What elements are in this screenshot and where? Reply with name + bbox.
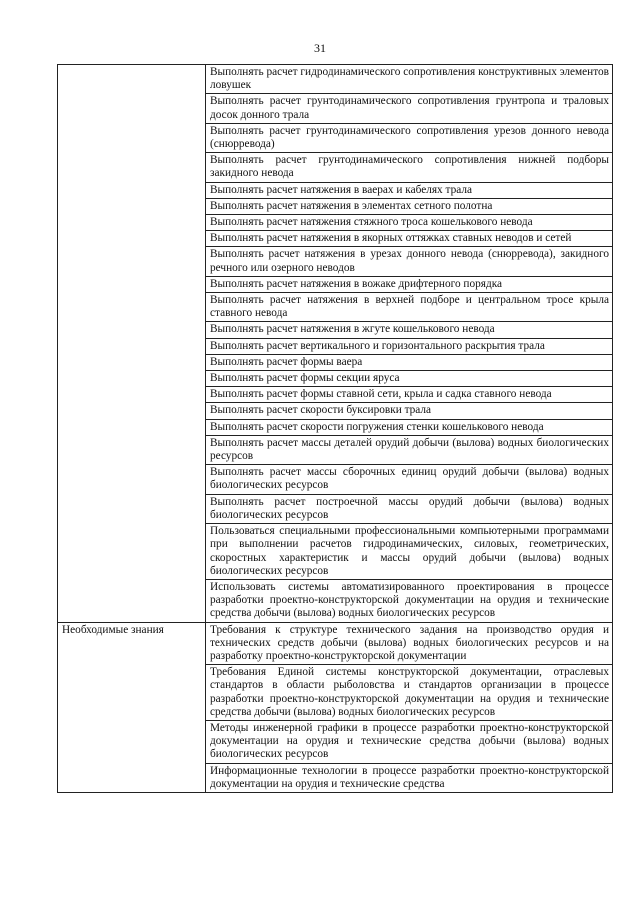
skill-item: Выполнять расчет массы сборочных единиц орудий добычи (вылова) водных биологических ресурсов <box>206 465 613 494</box>
skill-item: Выполнять расчет вертикального и горизонтального раскрытия трала <box>206 338 613 354</box>
skill-item: Выполнять расчет натяжения в элементах сетного полотна <box>206 198 613 214</box>
skill-item: Выполнять расчет формы ставной сети, крыла и садка ставного невода <box>206 387 613 403</box>
skill-item: Выполнять расчет натяжения в жгуте кошелькового невода <box>206 322 613 338</box>
skill-item: Использовать системы автоматизированного проектирования в процессе разработки проектно-конструкторской документации на орудия и технические средства добычи (вылова) водных биологических ресурсов <box>206 579 613 622</box>
skill-item: Выполнять расчет формы ваера <box>206 354 613 370</box>
table-row <box>58 65 613 94</box>
competency-table <box>57 64 613 793</box>
skills-label-cell <box>58 65 206 623</box>
skill-item: Выполнять расчет грунтодинамического сопротивления нижней подборы закидного невода <box>206 153 613 182</box>
skill-item: Выполнять расчет грунтодинамического сопротивления урезов донного невода (снюрревода) <box>206 123 613 152</box>
skill-item: Выполнять расчет натяжения в вожаке дрифтерного порядка <box>206 276 613 292</box>
skill-item: Выполнять расчет натяжения в якорных оттяжках ставных неводов и сетей <box>206 231 613 247</box>
skill-item: Выполнять расчет массы деталей орудий добычи (вылова) водных биологических ресурсов <box>206 435 613 464</box>
knowledge-item: Информационные технологии в процессе разработки проектно-конструкторской документации на орудия и технические средства <box>206 763 613 792</box>
page-number: 31 <box>314 41 326 55</box>
skill-item: Выполнять расчет скорости погружения стенки кошелькового невода <box>206 419 613 435</box>
skill-item: Выполнять расчет формы секции яруса <box>206 371 613 387</box>
knowledge-item: Методы инженерной графики в процессе разработки проектно-конструкторской документации на орудия и технические средства добычи (вылова) водных биологических ресурсов <box>206 720 613 763</box>
skill-item: Пользоваться специальными профессиональными компьютерными программами при выполнении расчетов гидродинамических, силовых, геометрических, скоростных характеристик и массы орудий добычи (вылова) водных биологических ресурсов <box>206 524 613 580</box>
knowledge-item: Требования Единой системы конструкторской документации, отраслевых стандартов в области рыболовства и стандартов организации в процессе разработки проектно-конструкторской документации на орудия и технические средства добычи (вылова) водных биологических ресурсов <box>206 665 613 721</box>
skill-item: Выполнять расчет построечной массы орудий добычи (вылова) водных биологических ресурсов <box>206 494 613 523</box>
knowledge-label-cell: Необходимые знания <box>58 622 206 792</box>
skill-item: Выполнять расчет натяжения в верхней подборе и центральном тросе крыла ставного невода <box>206 293 613 322</box>
skill-item: Выполнять расчет скорости буксировки трала <box>206 403 613 419</box>
skill-item: Выполнять расчет натяжения в урезах донного невода (снюрревода), закидного речного или озерного неводов <box>206 247 613 276</box>
skill-item: Выполнять расчет грунтодинамического сопротивления грунтропа и траловых досок донного трала <box>206 94 613 123</box>
skill-item: Выполнять расчет гидродинамического сопротивления конструктивных элементов ловушек <box>206 65 613 94</box>
table-row <box>58 622 613 665</box>
skill-item: Выполнять расчет натяжения в ваерах и кабелях трала <box>206 182 613 198</box>
skill-item: Выполнять расчет натяжения стяжного троса кошелькового невода <box>206 215 613 231</box>
knowledge-item: Требования к структуре технического задания на производство орудия и технических средств добычи (вылова) водных биологических ресурсов и на разработку проектно-конструкторской документации <box>206 622 613 665</box>
